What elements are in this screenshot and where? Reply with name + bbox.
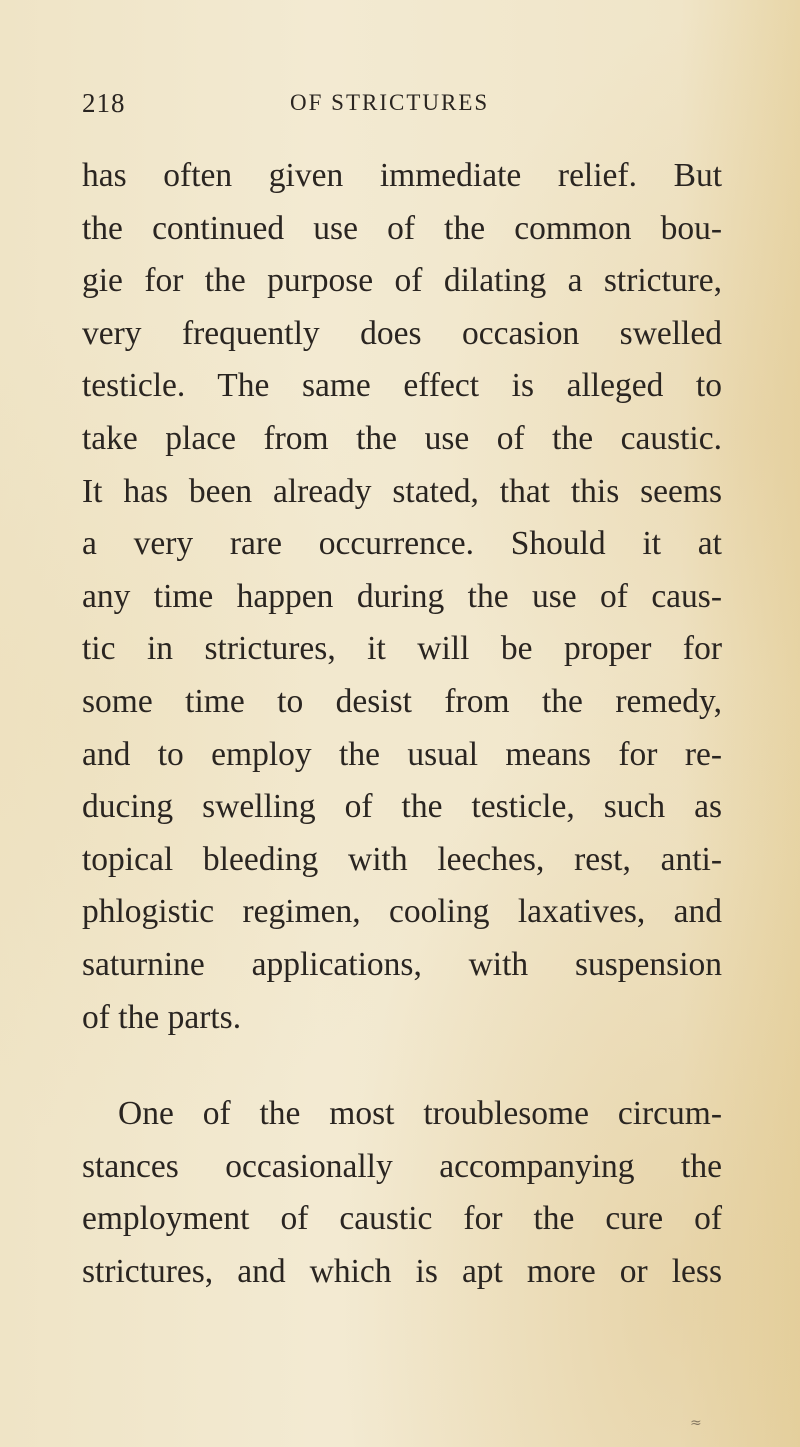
text-line: It has been already stated, that this seems: [82, 472, 722, 510]
ink-smudge-mark: ≈: [690, 1415, 702, 1431]
text-line: tic in strictures, it will be proper for: [82, 630, 722, 668]
text-line: saturnine applications, with suspension: [82, 945, 722, 983]
text-line: stances occasionally accompanying the: [82, 1147, 722, 1185]
text-line: topical bleeding with leeches, rest, anti-: [82, 840, 722, 878]
paragraph-2: [82, 1088, 722, 1298]
text-line: strictures, and which is apt more or less: [82, 1252, 722, 1290]
text-line: phlogistic regimen, cooling laxatives, and: [82, 893, 722, 931]
text-line: any time happen during the use of caus-: [82, 577, 722, 615]
paragraph-gap: [82, 1044, 722, 1088]
text-line: very frequently does occasion swelled: [82, 314, 722, 352]
text-line: take place from the use of the caustic.: [82, 419, 722, 457]
text-line: ducing swelling of the testicle, such as: [82, 788, 722, 826]
text-line: of the parts.: [82, 998, 242, 1036]
running-head: OF STRICTURES: [290, 90, 490, 115]
text-line: some time to desist from the remedy,: [82, 682, 722, 720]
page-number: 218: [82, 88, 126, 118]
body-text: [82, 150, 722, 1298]
text-line: the continued use of the common bou-: [82, 209, 722, 247]
page-header: [82, 88, 722, 124]
text-line: a very rare occurrence. Should it at: [82, 525, 722, 563]
text-line: and to employ the usual means for re-: [82, 735, 722, 773]
text-line: One of the most troublesome circum-: [118, 1095, 722, 1133]
text-line: has often given immediate relief. But: [82, 157, 722, 194]
text-line: employment of caustic for the cure of: [82, 1200, 722, 1238]
text-line: gie for the purpose of dilating a stricture,: [82, 262, 722, 300]
text-line: testicle. The same effect is alleged to: [82, 367, 722, 405]
paragraph-1: [82, 150, 722, 1044]
